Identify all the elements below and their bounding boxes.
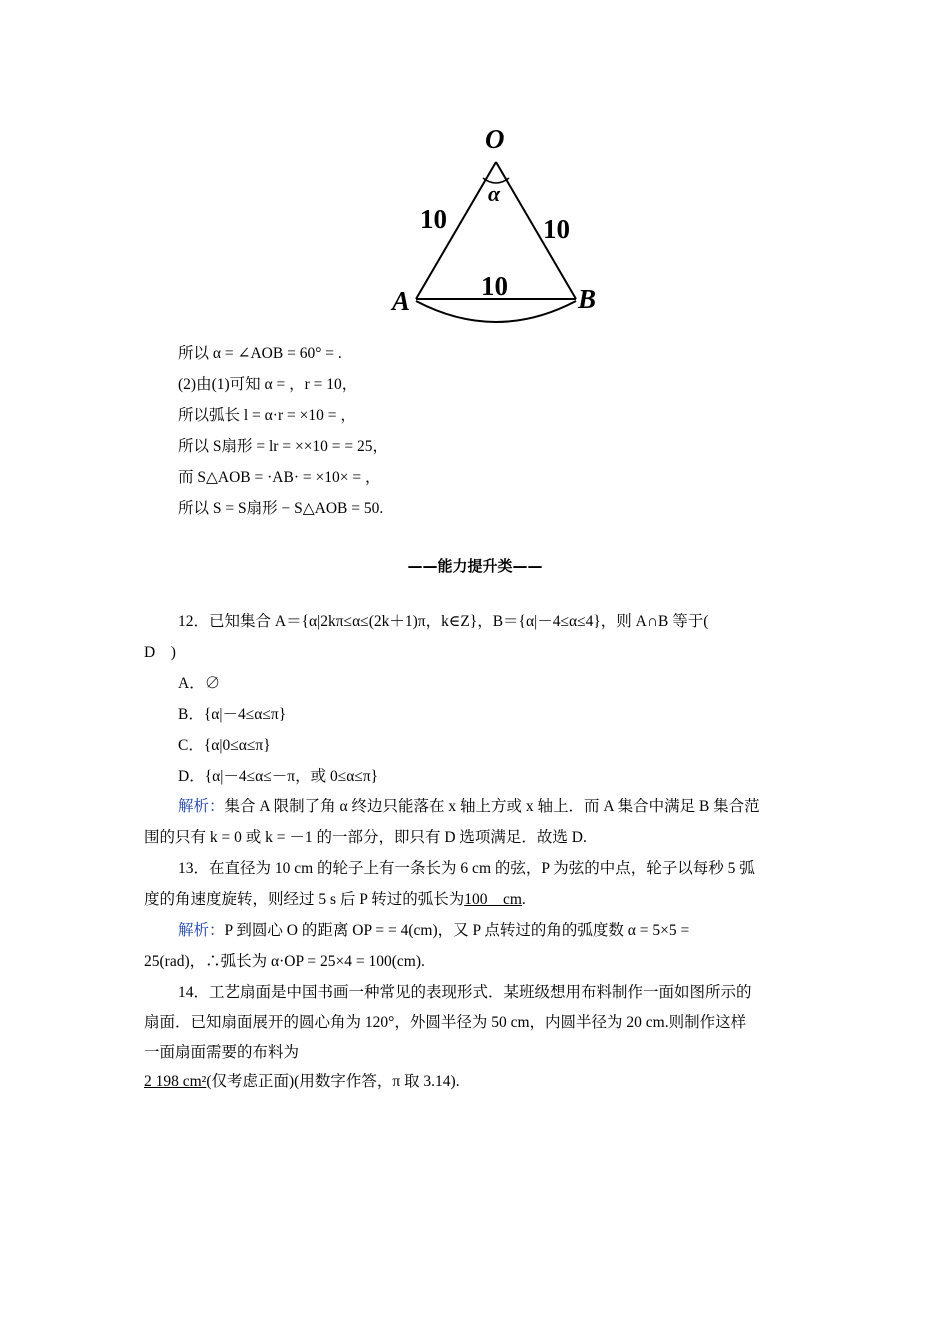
q13-analysis-label: 解析： <box>178 922 225 939</box>
label-AB-length: 10 <box>481 271 508 301</box>
q13-answer: 100 cm <box>464 891 522 908</box>
q13-stem-text: 度的角速度旋转，则经过 5 s 后 P 转过的弧长为 <box>144 891 465 908</box>
q13-stem-line2 <box>0 890 950 910</box>
label-B: B <box>578 284 597 314</box>
q12-option-a: A．∅ <box>178 675 221 692</box>
q12-analysis-line2: 围的只有 k = 0 或 k = －1 的一部分，即只有 D 选项满足．故选 D. <box>144 829 587 846</box>
solution-line-6: 所以 S = S扇形 − S△AOB = 50. <box>178 500 384 517</box>
q14-stem-line2: 扇面．已知扇面展开的圆心角为 120°，外圆半径为 50 cm，内圆半径为 20 cm.则制作这样 <box>144 1014 747 1031</box>
q12-option-d: D．{α|－4≤α≤－π，或 0≤α≤π} <box>178 768 379 785</box>
q13-analysis-text1: P 到圆心 O 的距离 OP = = 4(cm)，又 P 点转过的角的弧度数 α = 5×5 = <box>224 922 690 939</box>
label-alpha: α <box>488 181 501 206</box>
q14-stem-line4 <box>0 1072 950 1092</box>
label-OA-length: 10 <box>420 204 447 234</box>
solution-line-4: 所以 S扇形 = lr = ××10 = = 25， <box>178 438 389 455</box>
solution-line-1: 所以 α = ∠AOB = 60° = . <box>178 345 342 362</box>
q13-analysis-line2: 25(rad)，∴弧长为 α·OP = 25×4 = 100(cm). <box>144 953 425 970</box>
q12-analysis-line1 <box>0 797 950 817</box>
q14-answer: 2 198 cm² <box>144 1073 207 1090</box>
q12-stem-line2: D ) <box>144 644 176 661</box>
section-title: ——能力提升类—— <box>407 557 543 575</box>
solution-line-2: (2)由(1)可知 α = ，r = 10， <box>178 376 358 393</box>
q13-analysis-line1 <box>0 921 950 941</box>
label-A: A <box>392 286 411 316</box>
q13-stem-line1: 13．在直径为 10 cm 的轮子上有一条长为 6 cm 的弦，P 为弦的中点，轮子以每秒 5 弧 <box>178 860 755 877</box>
sector-triangle-figure <box>380 120 620 335</box>
q14-stem-line3: 一面扇面需要的布料为 <box>144 1044 300 1061</box>
arc-AB <box>416 301 576 322</box>
q14-stem-line1: 14．工艺扇面是中国书画一种常见的表现形式．某班级想用布料制作一面如图所示的 <box>178 984 752 1001</box>
q13-stem-end: . <box>521 891 526 908</box>
label-O: O <box>485 124 505 154</box>
q14-stem-end: (仅考虑正面)(用数字作答，π 取 3.14). <box>206 1073 460 1090</box>
q12-analysis-label: 解析： <box>178 798 225 815</box>
q12-option-b: B．{α|－4≤α≤π} <box>178 706 287 723</box>
figure-svg <box>380 120 620 335</box>
label-OB-length: 10 <box>543 214 570 244</box>
solution-line-5: 而 S△AOB = ·AB· = ×10× = ， <box>178 469 381 486</box>
q12-stem-line1: 12．已知集合 A＝{α|2kπ≤α≤(2k＋1)π，k∈Z}，B＝{α|－4≤α≤4}，则 A∩B 等于( <box>178 613 709 630</box>
q12-analysis-text1: 集合 A 限制了角 α 终边只能落在 x 轴上方或 x 轴上．而 A 集合中满足 B 集合范 <box>224 798 760 815</box>
q12-option-c: C．{α|0≤α≤π} <box>178 737 271 754</box>
solution-line-3: 所以弧长 l = α·r = ×10 = ， <box>178 407 356 424</box>
